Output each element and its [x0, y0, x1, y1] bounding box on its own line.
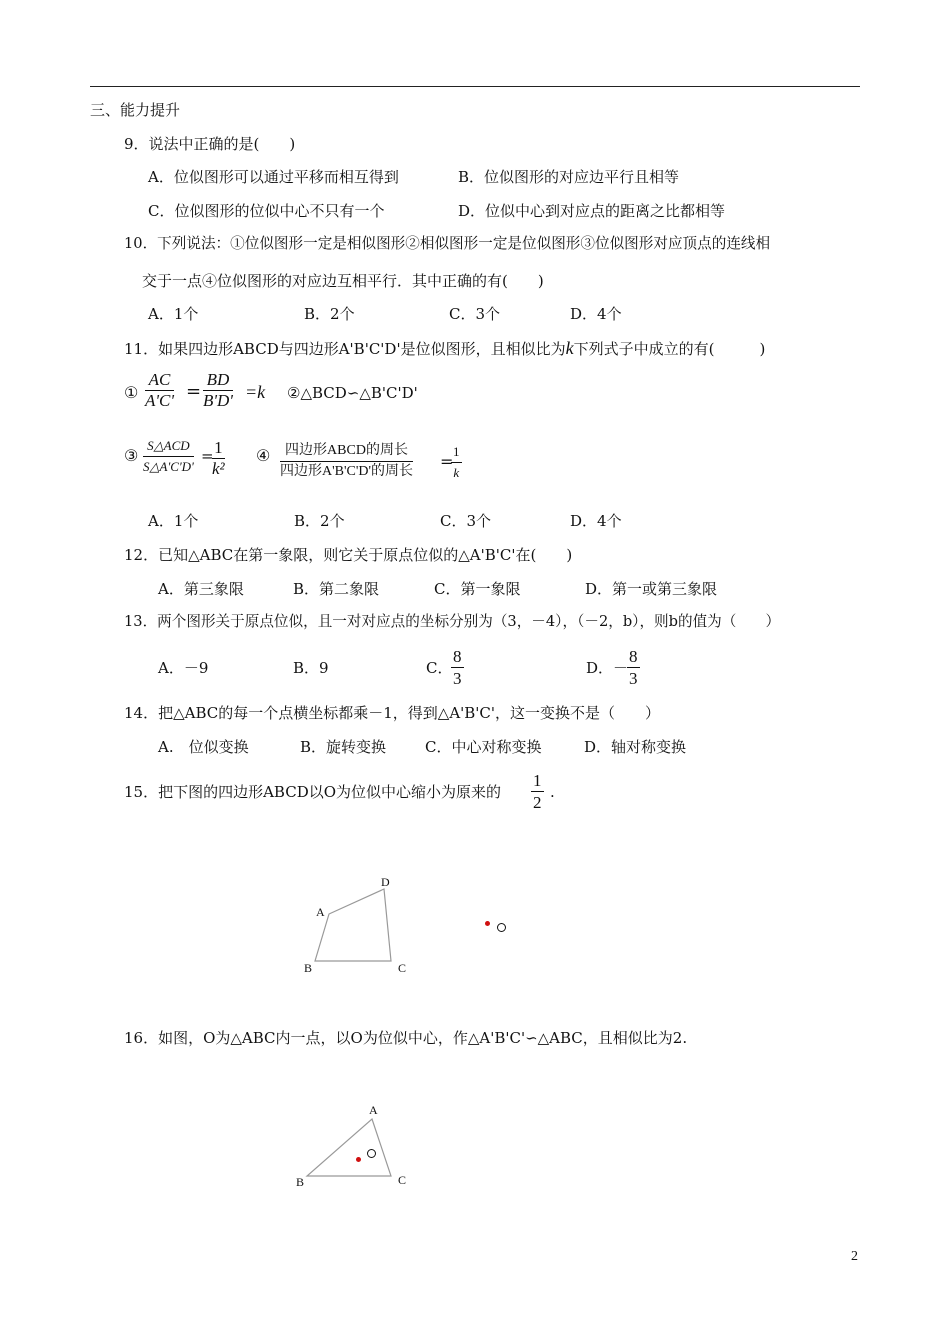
q13-option-b[interactable]: B．9	[293, 659, 329, 677]
q9-stem: 9．说法中正确的是( )	[124, 135, 296, 153]
q13-option-d-label[interactable]: D．－	[586, 659, 629, 677]
q10-option-a[interactable]: A．1个	[148, 305, 199, 323]
q11-option-a[interactable]: A．1个	[148, 512, 199, 530]
q11-f3-mark: ③	[124, 446, 139, 465]
q11-f1-num2: BD	[203, 370, 233, 391]
q16-label-c: C	[398, 1173, 407, 1187]
q13-option-a[interactable]: A．－9	[158, 659, 209, 677]
q11-f2: ②△BCD∽△B'C'D'	[287, 384, 418, 402]
q14-option-d[interactable]: D．轴对称变换	[584, 738, 687, 756]
q11-f1-den2: B'D'	[203, 391, 233, 410]
q16-label-a: A	[369, 1103, 378, 1117]
quadrilateral-abcd	[315, 889, 391, 961]
q12-option-a[interactable]: A．第三象限	[158, 580, 244, 598]
q10-stem-line2: 交于一点④位似图形的对应边互相平行．其中正确的有( )	[142, 272, 544, 290]
q13-c-den: 3	[453, 669, 462, 688]
q12-option-d[interactable]: D．第一或第三象限	[585, 580, 718, 598]
q13-d-den: 3	[629, 669, 638, 688]
q11-f1-num1: AC	[145, 370, 174, 391]
section-title: 三、能力提升	[90, 101, 181, 119]
q11-f3-num: S△ACD	[143, 436, 194, 457]
q9-option-b[interactable]: B．位似图形的对应边平行且相等	[458, 168, 680, 186]
q11-f3-rden: k²	[212, 459, 225, 478]
q15-label-a: A	[316, 905, 325, 919]
triangle-abc	[307, 1119, 391, 1176]
q10-option-b[interactable]: B．2个	[304, 305, 355, 323]
q11-f4-rden: k	[453, 465, 460, 480]
q10-option-c[interactable]: C．3个	[449, 305, 501, 323]
q11-f1-rhs: =k	[245, 382, 266, 402]
q16-label-o	[367, 1149, 376, 1158]
q11-f1-mark: ①	[124, 383, 139, 402]
q15-end: .	[550, 783, 555, 801]
q16-point-o-marker	[356, 1157, 361, 1162]
q13-stem: 13．两个图形关于原点位似，且一对对应点的坐标分别为（3，－4），（－2，b），则b的值为（ ）	[124, 613, 781, 630]
q11-option-c[interactable]: C．3个	[440, 512, 492, 530]
q15-point-o-marker	[485, 921, 490, 926]
q15-den: 2	[533, 793, 542, 812]
q11-stem-k: k	[565, 338, 574, 358]
q11-option-b[interactable]: B．2个	[294, 512, 345, 530]
q12-stem: 12．已知△ABC在第一象限，则它关于原点位似的△A'B'C'在( )	[124, 546, 573, 564]
q12-option-c[interactable]: C．第一象限	[434, 580, 521, 598]
q11-f3-den: S△A'C'D'	[143, 459, 194, 474]
q11-stem-b: 下列式子中成立的有( )	[573, 340, 766, 358]
q11-f4-rnum: 1	[451, 442, 462, 463]
q11-f4-eq: =	[440, 452, 454, 471]
q11-f1-den1: A'C'	[145, 391, 174, 410]
q9-option-c[interactable]: C．位似图形的位似中心不只有一个	[148, 202, 385, 220]
q15-label-o	[497, 923, 506, 932]
q15-stem: 15．把下图的四边形ABCD以O为位似中心缩小为原来的	[124, 783, 502, 801]
q13-c-num: 8	[453, 647, 462, 666]
q11-f4-mark: ④	[256, 446, 271, 465]
q14-option-a[interactable]: A. 位似变换	[158, 738, 249, 756]
q9-option-d[interactable]: D．位似中心到对应点的距离之比都相等	[458, 202, 726, 220]
q12-option-b[interactable]: B．第二象限	[293, 580, 380, 598]
q15-label-c: C	[398, 961, 407, 975]
q11-stem-a: 11．如果四边形ABCD与四边形A'B'C'D'是位似图形，且相似比为	[124, 340, 566, 358]
q13-d-num: 8	[629, 647, 638, 666]
q11-option-d[interactable]: D．4个	[570, 512, 622, 530]
q15-label-b: B	[304, 961, 313, 975]
q11-f4-den: 四边形A'B'C'D'的周长	[280, 464, 413, 479]
q11-f4-num: 四边形ABCD的周长	[280, 441, 413, 462]
q11-f3-rnum: 1	[212, 438, 225, 459]
q11-f3-eq: =	[201, 447, 214, 465]
q13-option-c-label[interactable]: C．	[426, 659, 453, 677]
q16-label-b: B	[296, 1175, 305, 1189]
q16-stem: 16．如图，O为△ABC内一点，以O为位似中心，作△A'B'C'∽△ABC，且相似比为2.	[124, 1029, 688, 1047]
q10-option-d[interactable]: D．4个	[570, 305, 622, 323]
q14-stem: 14．把△ABC的每一个点横坐标都乘－1，得到△A'B'C'，这一变换不是（ ）	[124, 704, 661, 722]
q14-option-c[interactable]: C．中心对称变换	[425, 738, 542, 756]
q15-label-d: D	[381, 875, 390, 889]
q9-option-a[interactable]: A．位似图形可以通过平移而相互得到	[148, 168, 399, 186]
page-number: 2	[851, 1249, 858, 1264]
q10-stem-line1: 10．下列说法：①位似图形一定是相似图形②相似图形一定是位似图形③位似图形对应顶点的连线相	[124, 235, 771, 252]
q14-option-b[interactable]: B．旋转变换	[300, 738, 387, 756]
q15-num: 1	[533, 771, 542, 790]
q11-f1-eq: =	[186, 381, 202, 402]
